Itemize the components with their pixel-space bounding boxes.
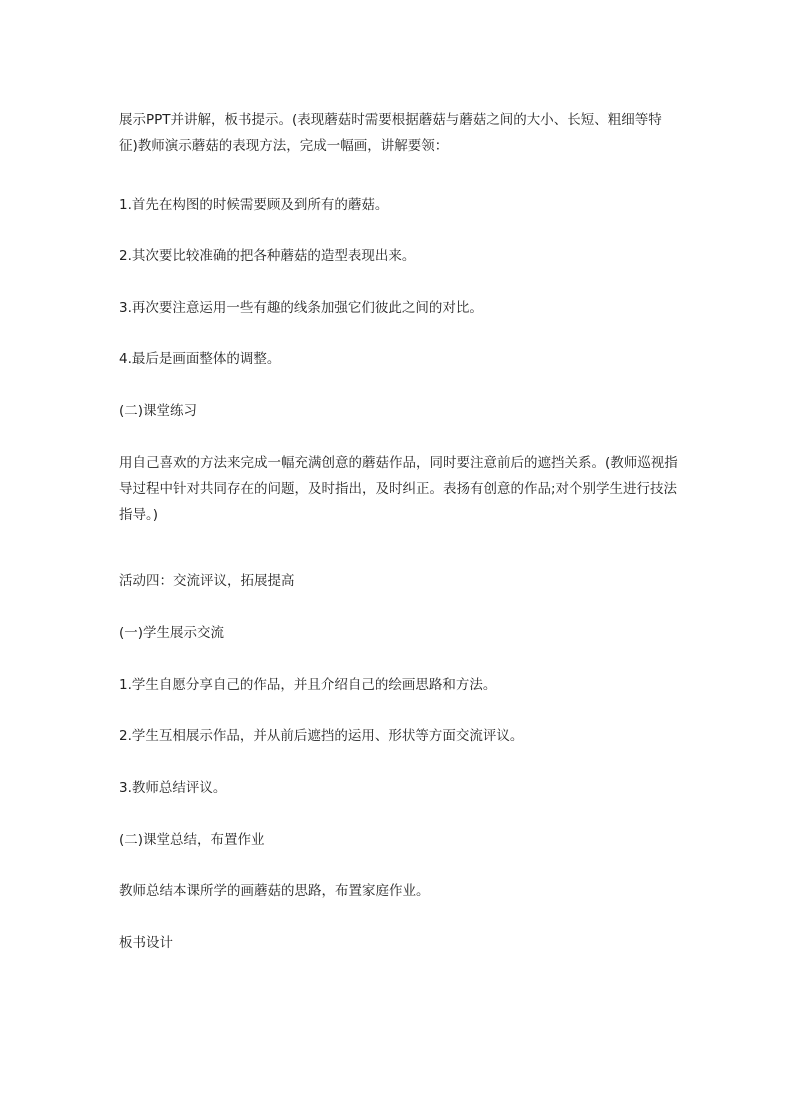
paragraph-summary: 教师总结本课所学的画蘑菇的思路，布置家庭作业。 [119,883,430,899]
list-item-overall-adjustment: 4.最后是画面整体的调整。 [119,351,281,367]
list-item-composition: 1.首先在构图的时候需要顾及到所有的蘑菇。 [119,197,389,213]
list-item-line-contrast: 3.再次要注意运用一些有趣的线条加强它们彼此之间的对比。 [119,300,483,316]
list-item-voluntary-share: 1.学生自愿分享自己的作品，并且介绍自己的绘画思路和方法。 [119,677,497,693]
section-heading-activity-four: 活动四：交流评议，拓展提高 [119,573,295,589]
section-heading-student-share: (一)学生展示交流 [119,625,225,641]
section-heading-board-design: 板书设计 [119,935,173,951]
section-heading-practice: (二)课堂练习 [119,403,198,419]
list-item-teacher-summary: 3.教师总结评议。 [119,780,227,796]
section-heading-summary: (二)课堂总结，布置作业 [119,832,265,848]
list-item-shape-expression: 2.其次要比较准确的把各种蘑菇的造型表现出来。 [119,248,416,264]
paragraph-demonstration: 展示PPT并讲解，板书提示。(表现蘑菇时需要根据蘑菇与蘑菇之间的大小、长短、粗细等特征)教师演示蘑菇的表现方法，完成一幅画，讲解要领： [119,112,662,154]
paragraph-practice: 用自己喜欢的方法来完成一幅充满创意的蘑菇作品，同时要注意前后的遮挡关系。(教师巡视指导过程中针对共同存在的问题，及时指出，及时纠正。表扬有创意的作品;对个别学生进行技法指导。) [119,455,678,523]
list-item-mutual-review: 2.学生互相展示作品，并从前后遮挡的运用、形状等方面交流评议。 [119,728,524,744]
